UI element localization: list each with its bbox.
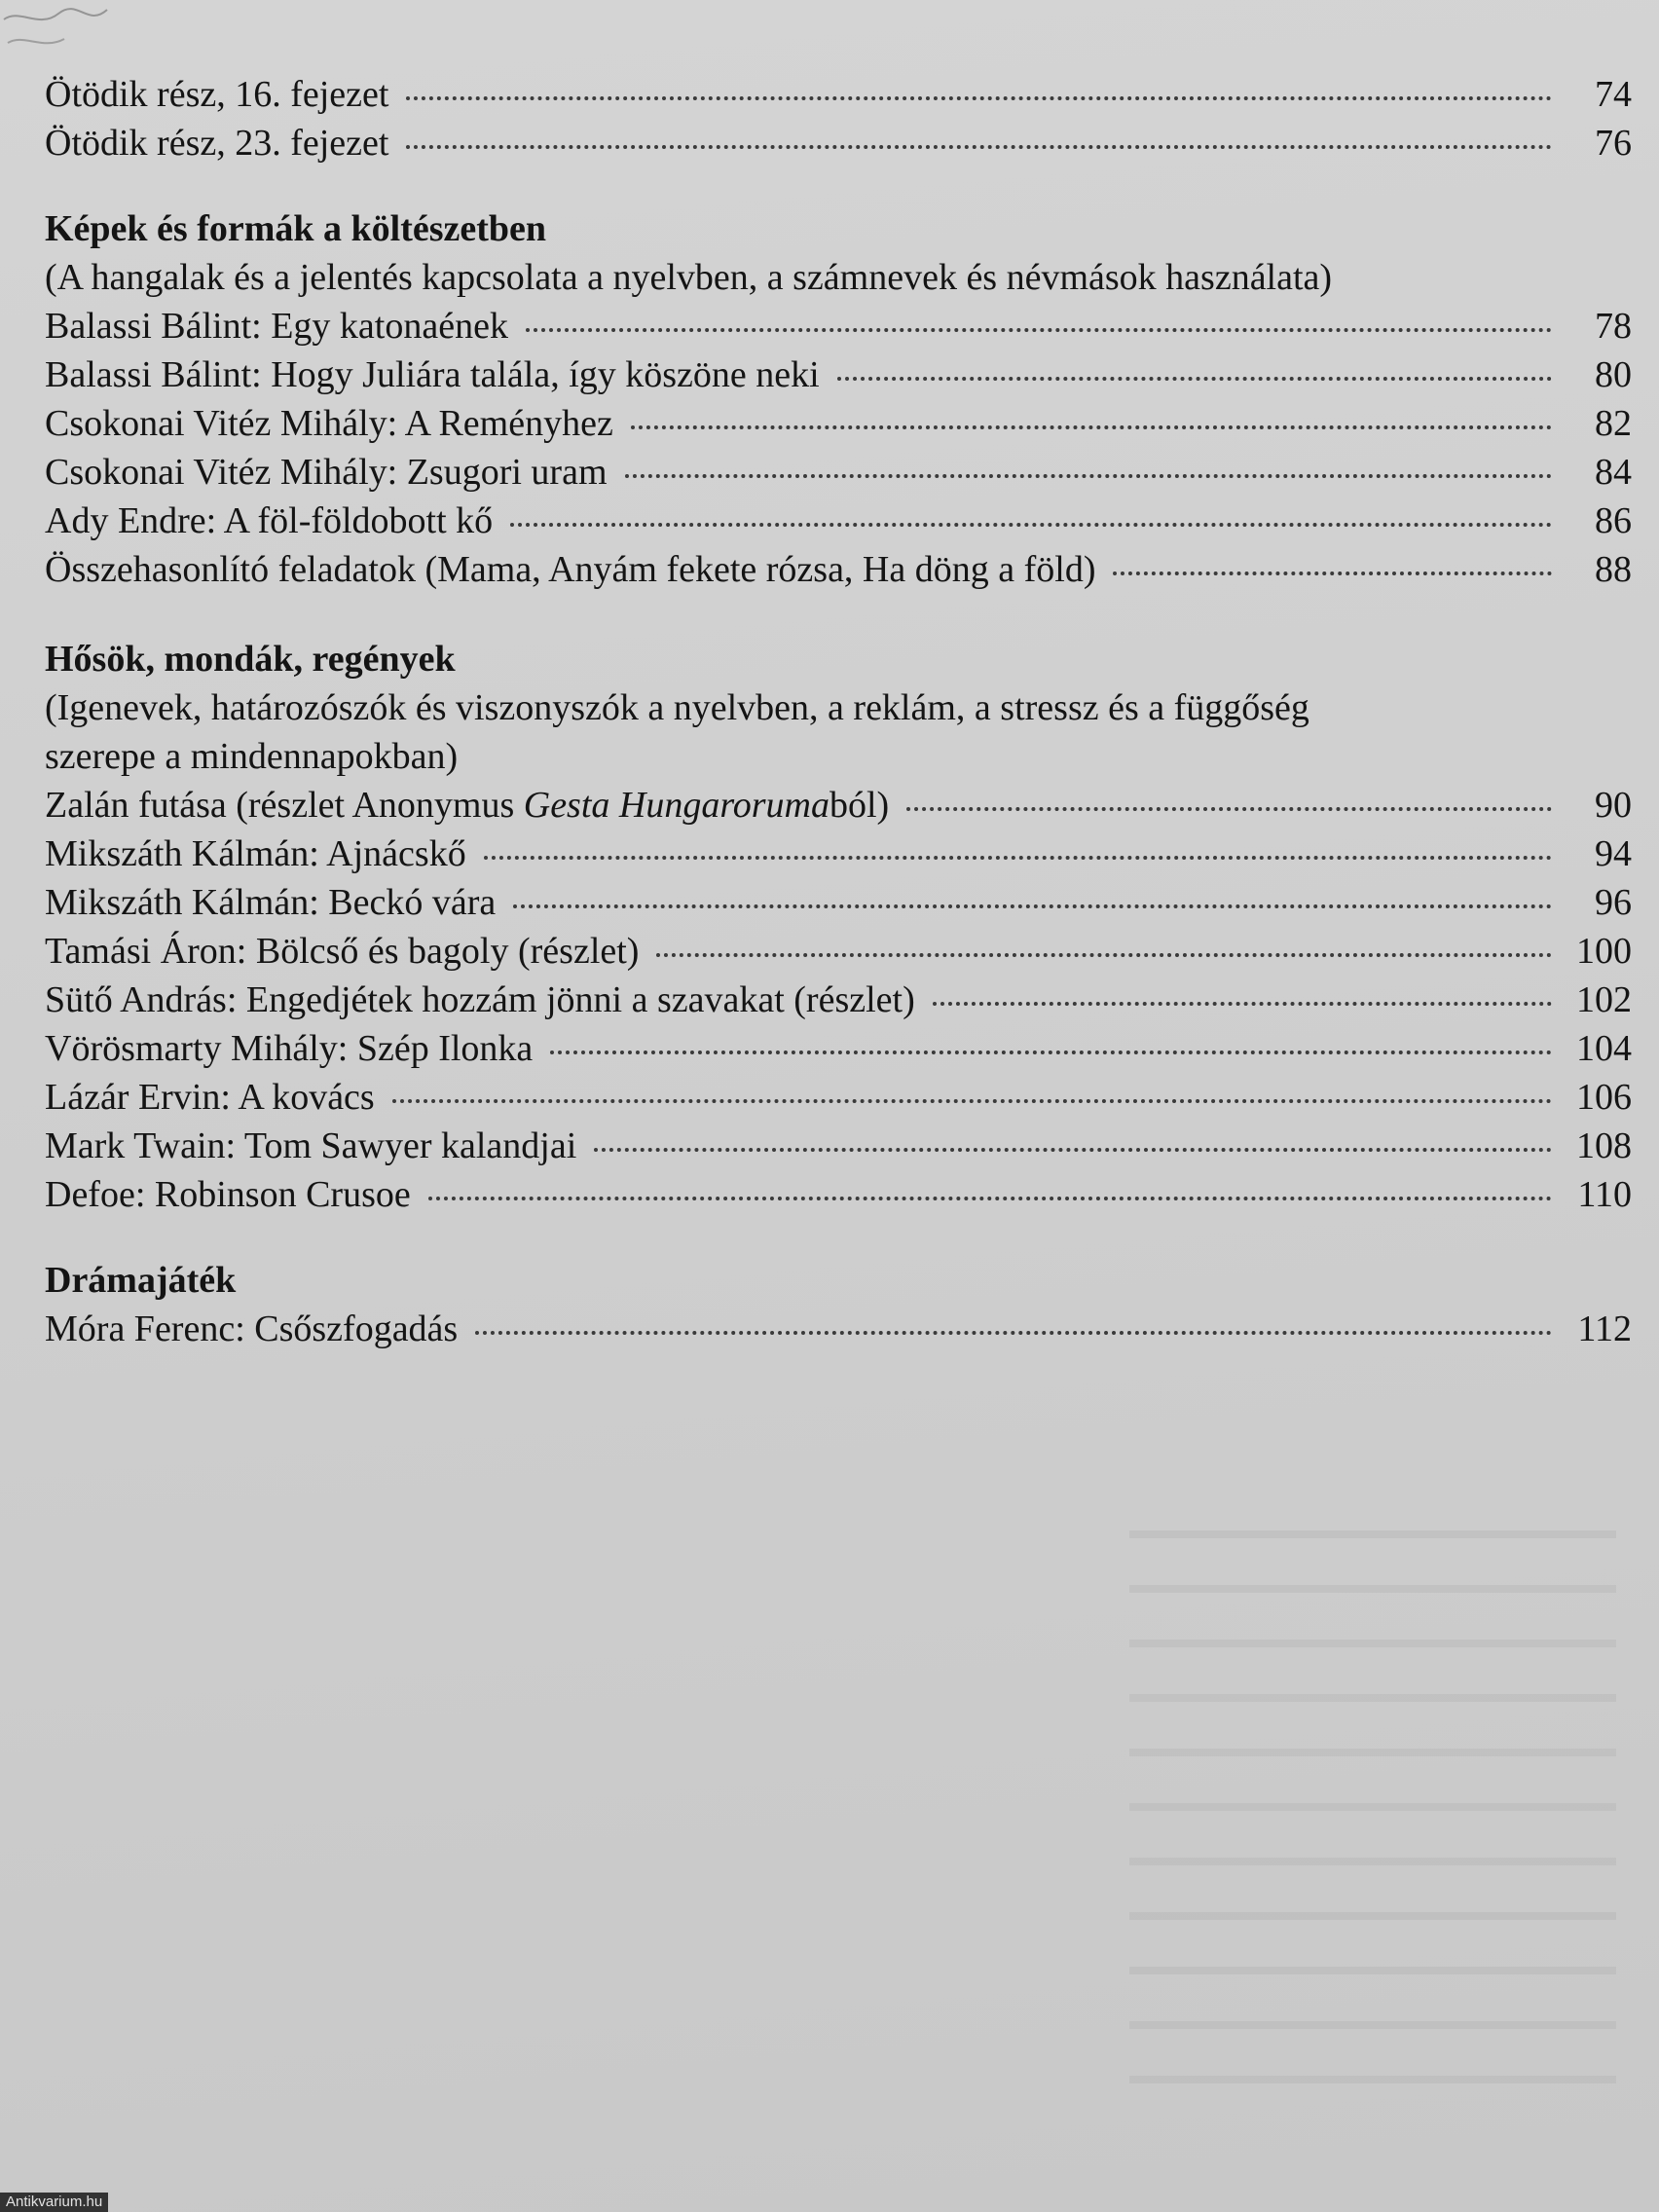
toc-entry[interactable] xyxy=(45,1305,1632,1353)
toc-entry[interactable] xyxy=(45,497,1632,545)
leader-dots xyxy=(656,953,1552,957)
leader-dots xyxy=(550,1051,1552,1054)
toc-entry[interactable] xyxy=(45,1073,1632,1122)
entry-title: Mikszáth Kálmán: Ajnácskő xyxy=(45,833,466,874)
page-number: 102 xyxy=(1576,979,1632,1020)
toc-entry[interactable] xyxy=(45,1122,1632,1170)
entry-title: Vörösmarty Mihály: Szép Ilonka xyxy=(45,1028,534,1069)
page-number: 106 xyxy=(1576,1077,1632,1118)
toc-entry[interactable] xyxy=(45,1024,1632,1073)
handwritten-scribble xyxy=(0,0,117,58)
leader-dots xyxy=(906,807,1552,811)
entry-title: Ötödik rész, 16. fejezet xyxy=(45,74,389,115)
leader-dots xyxy=(933,1002,1552,1006)
entry-title: Csokonai Vitéz Mihály: A Reményhez xyxy=(45,403,613,444)
toc-entry[interactable] xyxy=(45,545,1632,594)
page-number: 96 xyxy=(1595,882,1632,923)
section-description-heroes-line2: szerepe a mindennapokban) xyxy=(45,736,459,777)
page-number: 90 xyxy=(1595,785,1632,826)
toc-entry[interactable] xyxy=(45,399,1632,448)
page-number: 84 xyxy=(1595,452,1632,493)
toc-entry[interactable] xyxy=(45,302,1632,350)
page-number: 82 xyxy=(1595,403,1632,444)
entry-title-prefix: Zalán futása (részlet Anonymus xyxy=(45,785,524,826)
page-number: 94 xyxy=(1595,833,1632,874)
section-heading-drama: Drámajáték xyxy=(45,1260,237,1301)
page-number: 112 xyxy=(1577,1309,1632,1349)
leader-dots xyxy=(625,474,1553,478)
toc-entry[interactable] xyxy=(45,830,1632,878)
leader-dots xyxy=(631,425,1552,429)
toc-entry[interactable] xyxy=(45,976,1632,1024)
toc-entry[interactable] xyxy=(45,350,1632,399)
bleed-through-text xyxy=(1129,1499,1616,2083)
leader-dots xyxy=(526,328,1552,332)
entry-title: Mark Twain: Tom Sawyer kalandjai xyxy=(45,1125,577,1166)
leader-dots xyxy=(484,856,1552,860)
leader-dots xyxy=(475,1331,1552,1335)
page-number: 100 xyxy=(1576,931,1632,972)
entry-title-suffix: ból) xyxy=(829,785,890,826)
page-number: 76 xyxy=(1595,123,1632,164)
toc-entry[interactable] xyxy=(45,781,1632,830)
toc-entry[interactable] xyxy=(45,1170,1632,1219)
entry-title: Tamási Áron: Bölcső és bagoly (részlet) xyxy=(45,931,640,972)
watermark: Antikvarium.hu xyxy=(0,2193,108,2212)
page-number: 88 xyxy=(1595,549,1632,590)
toc-entry[interactable] xyxy=(45,448,1632,497)
leader-dots xyxy=(428,1197,1552,1200)
entry-title: Móra Ferenc: Csőszfogadás xyxy=(45,1309,459,1349)
page-number: 74 xyxy=(1595,74,1632,115)
leader-dots xyxy=(392,1099,1552,1103)
page-number: 80 xyxy=(1595,354,1632,395)
entry-title: Balassi Bálint: Hogy Juliára talála, így köszöne neki xyxy=(45,354,820,395)
toc-entry[interactable] xyxy=(45,119,1632,167)
toc-entry[interactable] xyxy=(45,927,1632,976)
leader-dots xyxy=(406,96,1552,100)
section-heading-poetry: Képek és formák a költészetben xyxy=(45,208,547,249)
entry-title: Defoe: Robinson Crusoe xyxy=(45,1174,411,1215)
entry-title: Ady Endre: A föl-földobott kő xyxy=(45,500,494,541)
leader-dots xyxy=(510,523,1552,527)
page-number: 86 xyxy=(1595,500,1632,541)
section-heading-heroes: Hősök, mondák, regények xyxy=(45,639,456,680)
entry-title: Csokonai Vitéz Mihály: Zsugori uram xyxy=(45,452,608,493)
page-number: 104 xyxy=(1576,1028,1632,1069)
entry-title: Mikszáth Kálmán: Beckó vára xyxy=(45,882,497,923)
page-number: 110 xyxy=(1577,1174,1632,1215)
toc-entry[interactable] xyxy=(45,70,1632,119)
leader-dots xyxy=(406,145,1552,149)
leader-dots xyxy=(1113,571,1552,575)
section-description-poetry: (A hangalak és a jelentés kapcsolata a nyelvben, a számnevek és névmások használata) xyxy=(45,257,1333,298)
leader-dots xyxy=(594,1148,1552,1152)
entry-title: Lázár Ervin: A kovács xyxy=(45,1077,375,1118)
page-number: 78 xyxy=(1595,306,1632,347)
entry-title: Sütő András: Engedjétek hozzám jönni a szavakat (részlet) xyxy=(45,979,915,1020)
leader-dots xyxy=(837,377,1552,381)
entry-title: Összehasonlító feladatok (Mama, Anyám fekete rózsa, Ha döng a föld) xyxy=(45,549,1096,590)
entry-title-italic: Gesta Hungaroruma xyxy=(523,785,830,826)
leader-dots xyxy=(513,904,1552,908)
section-description-heroes-line1: (Igenevek, határozószók és viszonyszók a nyelvben, a reklám, a stressz és a függőség xyxy=(45,687,1309,728)
toc-entry[interactable] xyxy=(45,878,1632,927)
entry-title: Balassi Bálint: Egy katonaének xyxy=(45,306,508,347)
entry-title: Ötödik rész, 23. fejezet xyxy=(45,123,389,164)
entry-title xyxy=(45,781,889,830)
page-number: 108 xyxy=(1576,1125,1632,1166)
